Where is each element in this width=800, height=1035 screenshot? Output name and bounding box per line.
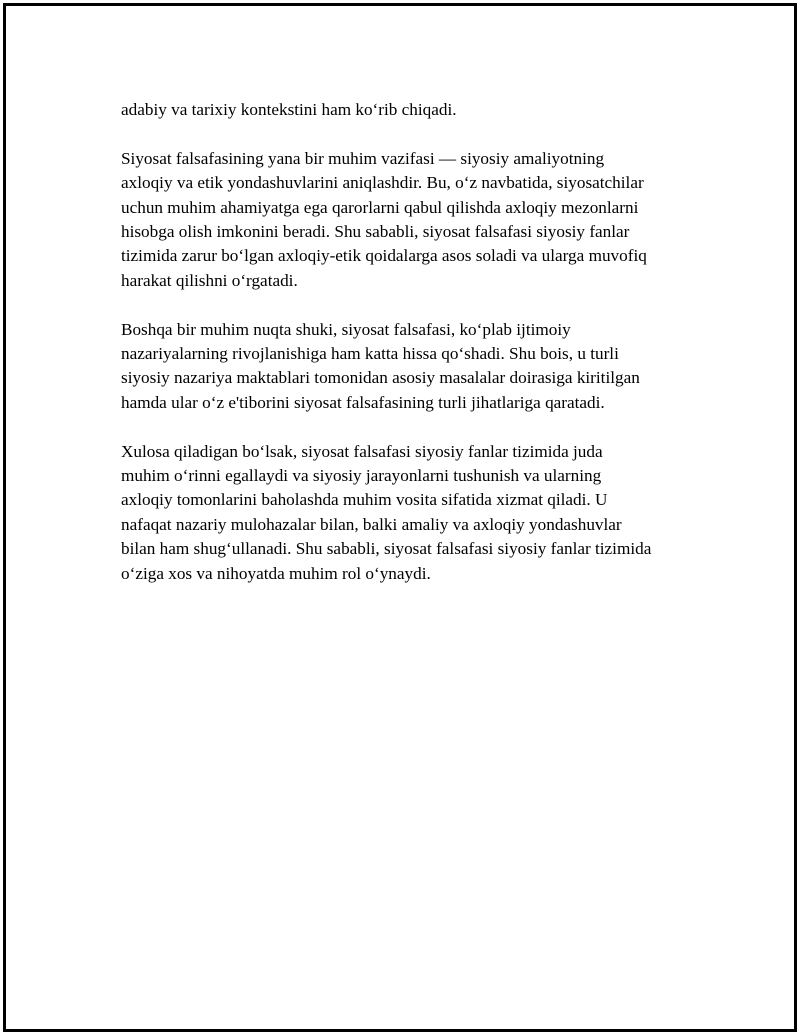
paragraph: Xulosa qiladigan bo‘lsak, siyosat falsafasi siyosiy fanlar tizimida juda muhim o‘rinni egallaydi va siyosiy jarayonlarni tushunish va ularning axloqiy tomonlarini baholashda muhim vosita sifatida xizmat qiladi. U nafaqat nazariy mulohazalar bilan, balki amaliy va axloqiy yondashuvlar bilan ham shug‘ullanadi. Shu sababli, siyosat falsafasi siyosiy fanlar tizimida o‘ziga xos va nihoyatda muhim rol o‘ynaydi.: [121, 441, 652, 583]
paragraph: Siyosat falsafasining yana bir muhim vazifasi — siyosiy amaliyotning axloqiy va etik yondashuvlarini aniqlashdir. Bu, o‘z navbatida, siyosatchilar uchun muhim ahamiyatga ega qarorlarni qabul qilishda axloqiy mezonlarni hisobga olish imkonini beradi. Shu sababli, siyosat falsafasi siyosiy fanlar tizimida zarur bo‘lgan axloqiy-etik qoidalarga asos soladi va ularga muvofiq harakat qilishni o‘rgatadi.: [121, 148, 647, 290]
paragraph: adabiy va tarixiy kontekstini ham ko‘rib chiqadi.: [121, 100, 457, 119]
paragraph: Boshqa bir muhim nuqta shuki, siyosat falsafasi, ko‘plab ijtimoiy nazariyalarning rivojlanishiga ham katta hissa qo‘shadi. Shu bois, u turli siyosiy nazariya maktablari tomonidan asosiy masalalar doirasiga kiritilgan hamda ular o‘z e'tiborini siyosat falsafasining turli jihatlariga qaratadi.: [121, 319, 640, 412]
page-frame: [3, 3, 797, 1032]
document-body: [121, 98, 721, 610]
